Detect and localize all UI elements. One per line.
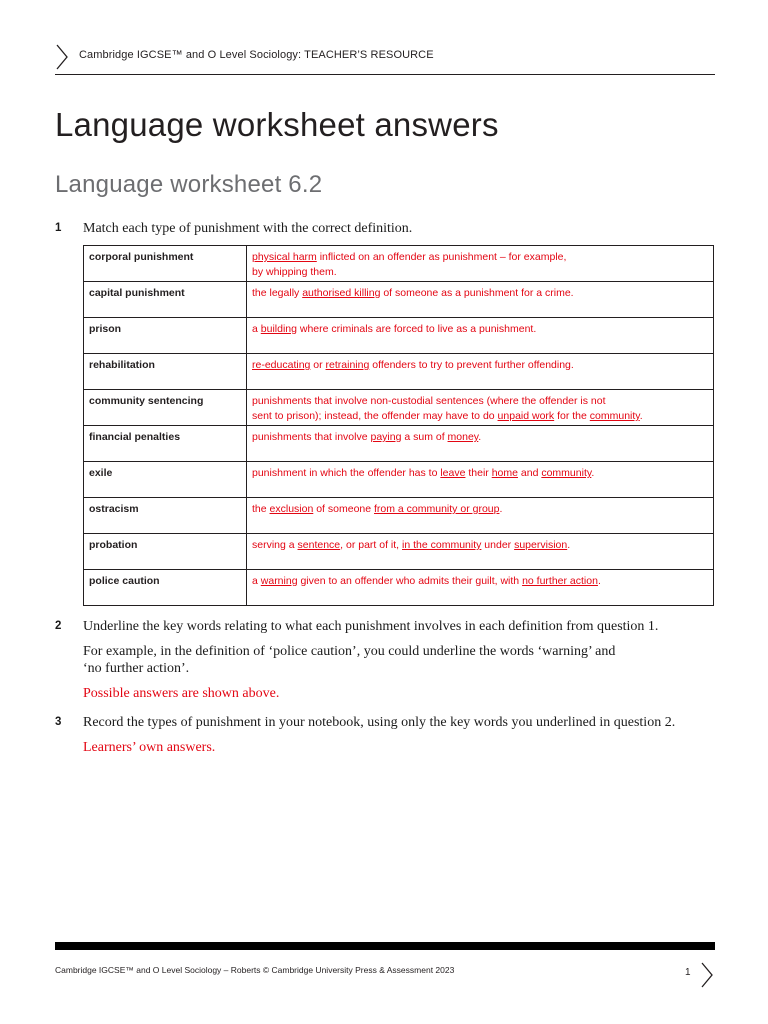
key-word: unpaid work [497, 410, 555, 422]
punishment-term: corporal punishment [84, 246, 247, 282]
footer-rule [55, 942, 715, 950]
key-word: money [447, 431, 479, 443]
section-title: Language worksheet 6.2 [55, 171, 323, 198]
key-word: sentence [297, 539, 341, 551]
question-text: Underline the key words relating to what each punishment involves in each definition from question 1. [83, 619, 659, 634]
table-row [84, 246, 714, 282]
answer-text: Possible answers are shown above. [83, 686, 280, 701]
definition-text: inflicted on an offender as punishment – for example, [316, 251, 567, 263]
punishment-term: capital punishment [84, 282, 247, 318]
definition-text: given to an offender who admits their guilt, with [297, 575, 523, 587]
definition-text: punishments that involve non-custodial sentences (where the offender is not [252, 395, 606, 407]
definition-text: a sum of [401, 431, 448, 443]
definition-text: . [591, 467, 595, 479]
punishment-definition [247, 534, 714, 570]
key-word: supervision [514, 539, 568, 551]
punishment-term: exile [84, 462, 247, 498]
answer-text: Learners’ own answers. [83, 740, 216, 755]
table-row [84, 318, 714, 354]
punishment-definition [247, 498, 714, 534]
punishment-definition [247, 354, 714, 390]
key-word: community [589, 410, 640, 422]
punishment-term: financial penalties [84, 426, 247, 462]
punishment-definition [247, 462, 714, 498]
table-row [84, 282, 714, 318]
table-row [84, 390, 714, 426]
definition-text: . [639, 410, 643, 422]
footer-copyright: Cambridge IGCSE™ and O Level Sociology – Roberts © Cambridge University Press & Assessment 2023 [55, 965, 455, 975]
key-word: authorised killing [302, 287, 381, 299]
definition-text: their [465, 467, 492, 479]
punishment-definition [247, 570, 714, 606]
punishment-definition [247, 318, 714, 354]
definition-text: and [517, 467, 542, 479]
question-2 [55, 618, 725, 708]
table-row [84, 426, 714, 462]
definition-text: sent to prison); instead, the offender may have to do [252, 410, 498, 422]
definition-text: where criminals are forced to live as a punishment. [296, 323, 537, 335]
key-word: retraining [325, 359, 370, 371]
key-word: from a community or group [374, 503, 500, 515]
key-word: in the community [402, 539, 482, 551]
question-number: 3 [55, 716, 62, 728]
definition-text: for the [554, 410, 590, 422]
header-title: Cambridge IGCSE™ and O Level Sociology: TEACHER’S RESOURCE [79, 49, 434, 61]
definition-text: or [310, 359, 326, 371]
key-word: re-educating [252, 359, 311, 371]
punishment-definitions-table [83, 245, 714, 606]
question-text: Match each type of punishment with the correct definition. [83, 221, 413, 236]
key-word: home [491, 467, 518, 479]
punishment-term: police caution [84, 570, 247, 606]
key-word: warning [260, 575, 298, 587]
table-row [84, 534, 714, 570]
punishment-term: probation [84, 534, 247, 570]
definition-text: punishment in which the offender has to [252, 467, 441, 479]
definition-text: . [478, 431, 482, 443]
punishment-term: prison [84, 318, 247, 354]
punishment-definition [247, 246, 714, 282]
key-word: exclusion [269, 503, 314, 515]
punishment-term: community sentencing [84, 390, 247, 426]
question-3 [55, 714, 725, 764]
definition-text: by whipping them. [252, 266, 337, 278]
key-word: no further action [522, 575, 598, 587]
punishment-term: ostracism [84, 498, 247, 534]
definition-text: the [252, 503, 270, 515]
definition-text: , or part of it, [340, 539, 403, 551]
definition-text: offenders to try to prevent further offending. [369, 359, 574, 371]
key-word: paying [370, 431, 402, 443]
table-row [84, 462, 714, 498]
definition-text: . [499, 503, 503, 515]
key-word: community [541, 467, 592, 479]
definition-text: punishments that involve [252, 431, 371, 443]
page-header [55, 44, 715, 75]
definition-text: serving a [252, 539, 298, 551]
question-text: Record the types of punishment in your notebook, using only the key words you underlined in question 2. [83, 715, 676, 730]
definition-text: a [252, 575, 261, 587]
example-line-1: For example, in the definition of ‘police caution’, you could underline the words ‘warning’ and [83, 644, 616, 659]
definition-text: of someone as a punishment for a crime. [380, 287, 574, 299]
question-number: 1 [55, 222, 62, 234]
punishment-definition [247, 282, 714, 318]
definition-text: under [481, 539, 515, 551]
key-word: physical harm [252, 251, 317, 263]
page-title: Language worksheet answers [55, 106, 499, 143]
table-row [84, 498, 714, 534]
example-line-2: ‘no further action’. [83, 661, 190, 676]
chevron-right-icon [700, 962, 714, 988]
key-word: building [260, 323, 297, 335]
definition-text: . [597, 575, 601, 587]
key-word: leave [440, 467, 466, 479]
definition-text: a [252, 323, 261, 335]
punishment-definition [247, 390, 714, 426]
definition-text: of someone [313, 503, 374, 515]
page-number: 1 [685, 967, 691, 978]
chevron-right-icon [55, 44, 69, 70]
definition-text: the legally [252, 287, 303, 299]
table-row [84, 354, 714, 390]
definition-text: . [567, 539, 571, 551]
table-row [84, 570, 714, 606]
punishment-term: rehabilitation [84, 354, 247, 390]
punishment-definition [247, 426, 714, 462]
question-number: 2 [55, 620, 62, 632]
